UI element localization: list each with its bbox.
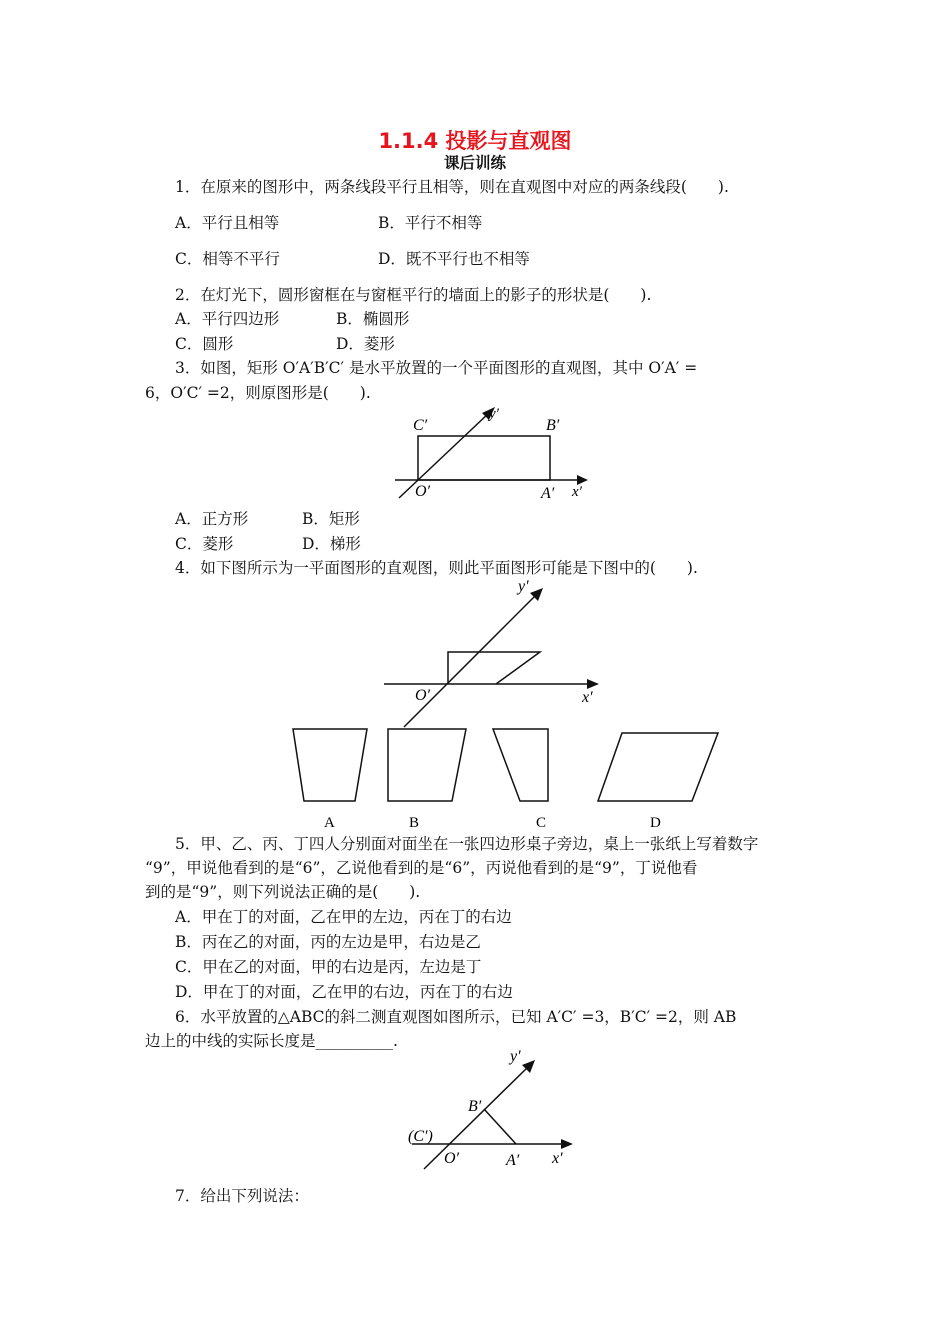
choice-b-label: B — [409, 815, 420, 831]
label-a: A′ — [506, 1152, 520, 1169]
label-c: C′ — [413, 417, 428, 434]
question-5-option-b: B．丙在乙的对面，丙的左边是甲，右边是乙 — [175, 933, 481, 951]
choice-c-shape — [493, 729, 548, 801]
label-y: y′ — [518, 578, 529, 595]
question-1-option-d: D．既不平行也不相等 — [378, 250, 530, 268]
question-3-option-d: D．梯形 — [302, 535, 361, 553]
question-5-option-a: A．甲在丁的对面，乙在甲的左边，丙在丁的右边 — [175, 908, 512, 926]
x-axis-arrow — [587, 679, 599, 689]
question-2-option-a: A．平行四边形 — [175, 310, 280, 328]
question-6-line1: 6．水平放置的△ABC的斜二测直观图如图所示，已知 A′C′ =3，B′C′ =2，则 AB — [175, 1008, 737, 1026]
question-5-line2: “9”，甲说他看到的是“6”，乙说他看到的是“6”，丙说他看到的是“9”，丁说他看 — [145, 859, 698, 877]
question-4-stem: 4．如下图所示为一平面图形的直观图，则此平面图形可能是下图中的( ). — [175, 559, 698, 577]
question-1-option-a: A．平行且相等 — [175, 214, 280, 232]
y-axis — [404, 593, 538, 727]
label-c: (C′) — [408, 1128, 433, 1145]
choice-d-shape — [598, 733, 718, 801]
question-4-figure — [280, 575, 620, 835]
label-b: B′ — [546, 417, 560, 434]
question-1-option-b: B．平行不相等 — [378, 214, 483, 232]
question-3-option-b: B．矩形 — [302, 510, 360, 528]
question-1-stem: 1．在原来的图形中，两条线段平行且相等，则在直观图中对应的两条线段( ). — [175, 178, 729, 196]
label-a: A′ — [541, 485, 555, 502]
question-7-stem: 7．给出下列说法： — [175, 1187, 309, 1205]
label-x: x′ — [552, 1150, 563, 1167]
label-o: O′ — [415, 483, 431, 500]
label-y: y′ — [510, 1048, 521, 1065]
page-subtitle: 课后训练 — [443, 154, 506, 172]
question-6-figure — [400, 1045, 590, 1175]
question-3-stem-line2: 6，O′C′ =2，则原图形是( ). — [145, 384, 371, 402]
question-3-option-a: A．正方形 — [175, 510, 249, 528]
question-5-line1: 5．甲、乙、丙、丁四人分别面对面坐在一张四边形桌子旁边，桌上一张纸上写着数字 — [175, 835, 759, 853]
rectangle-oabc — [418, 436, 550, 480]
label-o: O′ — [415, 687, 431, 704]
question-1-option-c: C．相等不平行 — [175, 250, 280, 268]
question-6-line2: 边上的中线的实际长度是__________. — [145, 1032, 398, 1050]
question-5-line3: 到的是“9”，则下列说法正确的是( ). — [145, 883, 421, 901]
question-4-choice-d — [590, 725, 740, 835]
choice-a-shape — [293, 729, 367, 801]
question-5-option-c: C．甲在乙的对面，甲的右边是丙，左边是丁 — [175, 958, 482, 976]
choice-b-shape — [388, 729, 466, 801]
question-3-stem-line1: 3．如图，矩形 O′A′B′C′ 是水平放置的一个平面图形的直观图，其中 O′A′ = — [175, 359, 698, 377]
question-2-option-c: C．圆形 — [175, 335, 234, 353]
intuitive-shape — [448, 652, 540, 684]
question-2-stem: 2．在灯光下，圆形窗框在与窗框平行的墙面上的影子的形状是( ). — [175, 286, 652, 304]
question-3-figure — [385, 400, 595, 505]
label-y: y′ — [489, 406, 499, 422]
question-2-option-d: D．菱形 — [336, 335, 395, 353]
question-3-option-c: C．菱形 — [175, 535, 234, 553]
x-axis-arrow — [561, 1139, 573, 1149]
choice-c-label: C — [536, 815, 547, 831]
label-x: x′ — [582, 689, 593, 706]
choice-a-label: A — [324, 815, 335, 831]
question-2-option-b: B．椭圆形 — [336, 310, 410, 328]
question-5-option-d: D．甲在丁的对面，乙在甲的右边，丙在丁的右边 — [175, 983, 513, 1001]
triangle-side-ba — [484, 1109, 516, 1144]
label-b: B′ — [468, 1098, 482, 1115]
page-title: 1.1.4 投影与直观图 — [378, 129, 572, 153]
label-x: x′ — [572, 484, 582, 500]
label-o: O′ — [444, 1150, 460, 1167]
choice-d-label: D — [650, 815, 661, 831]
